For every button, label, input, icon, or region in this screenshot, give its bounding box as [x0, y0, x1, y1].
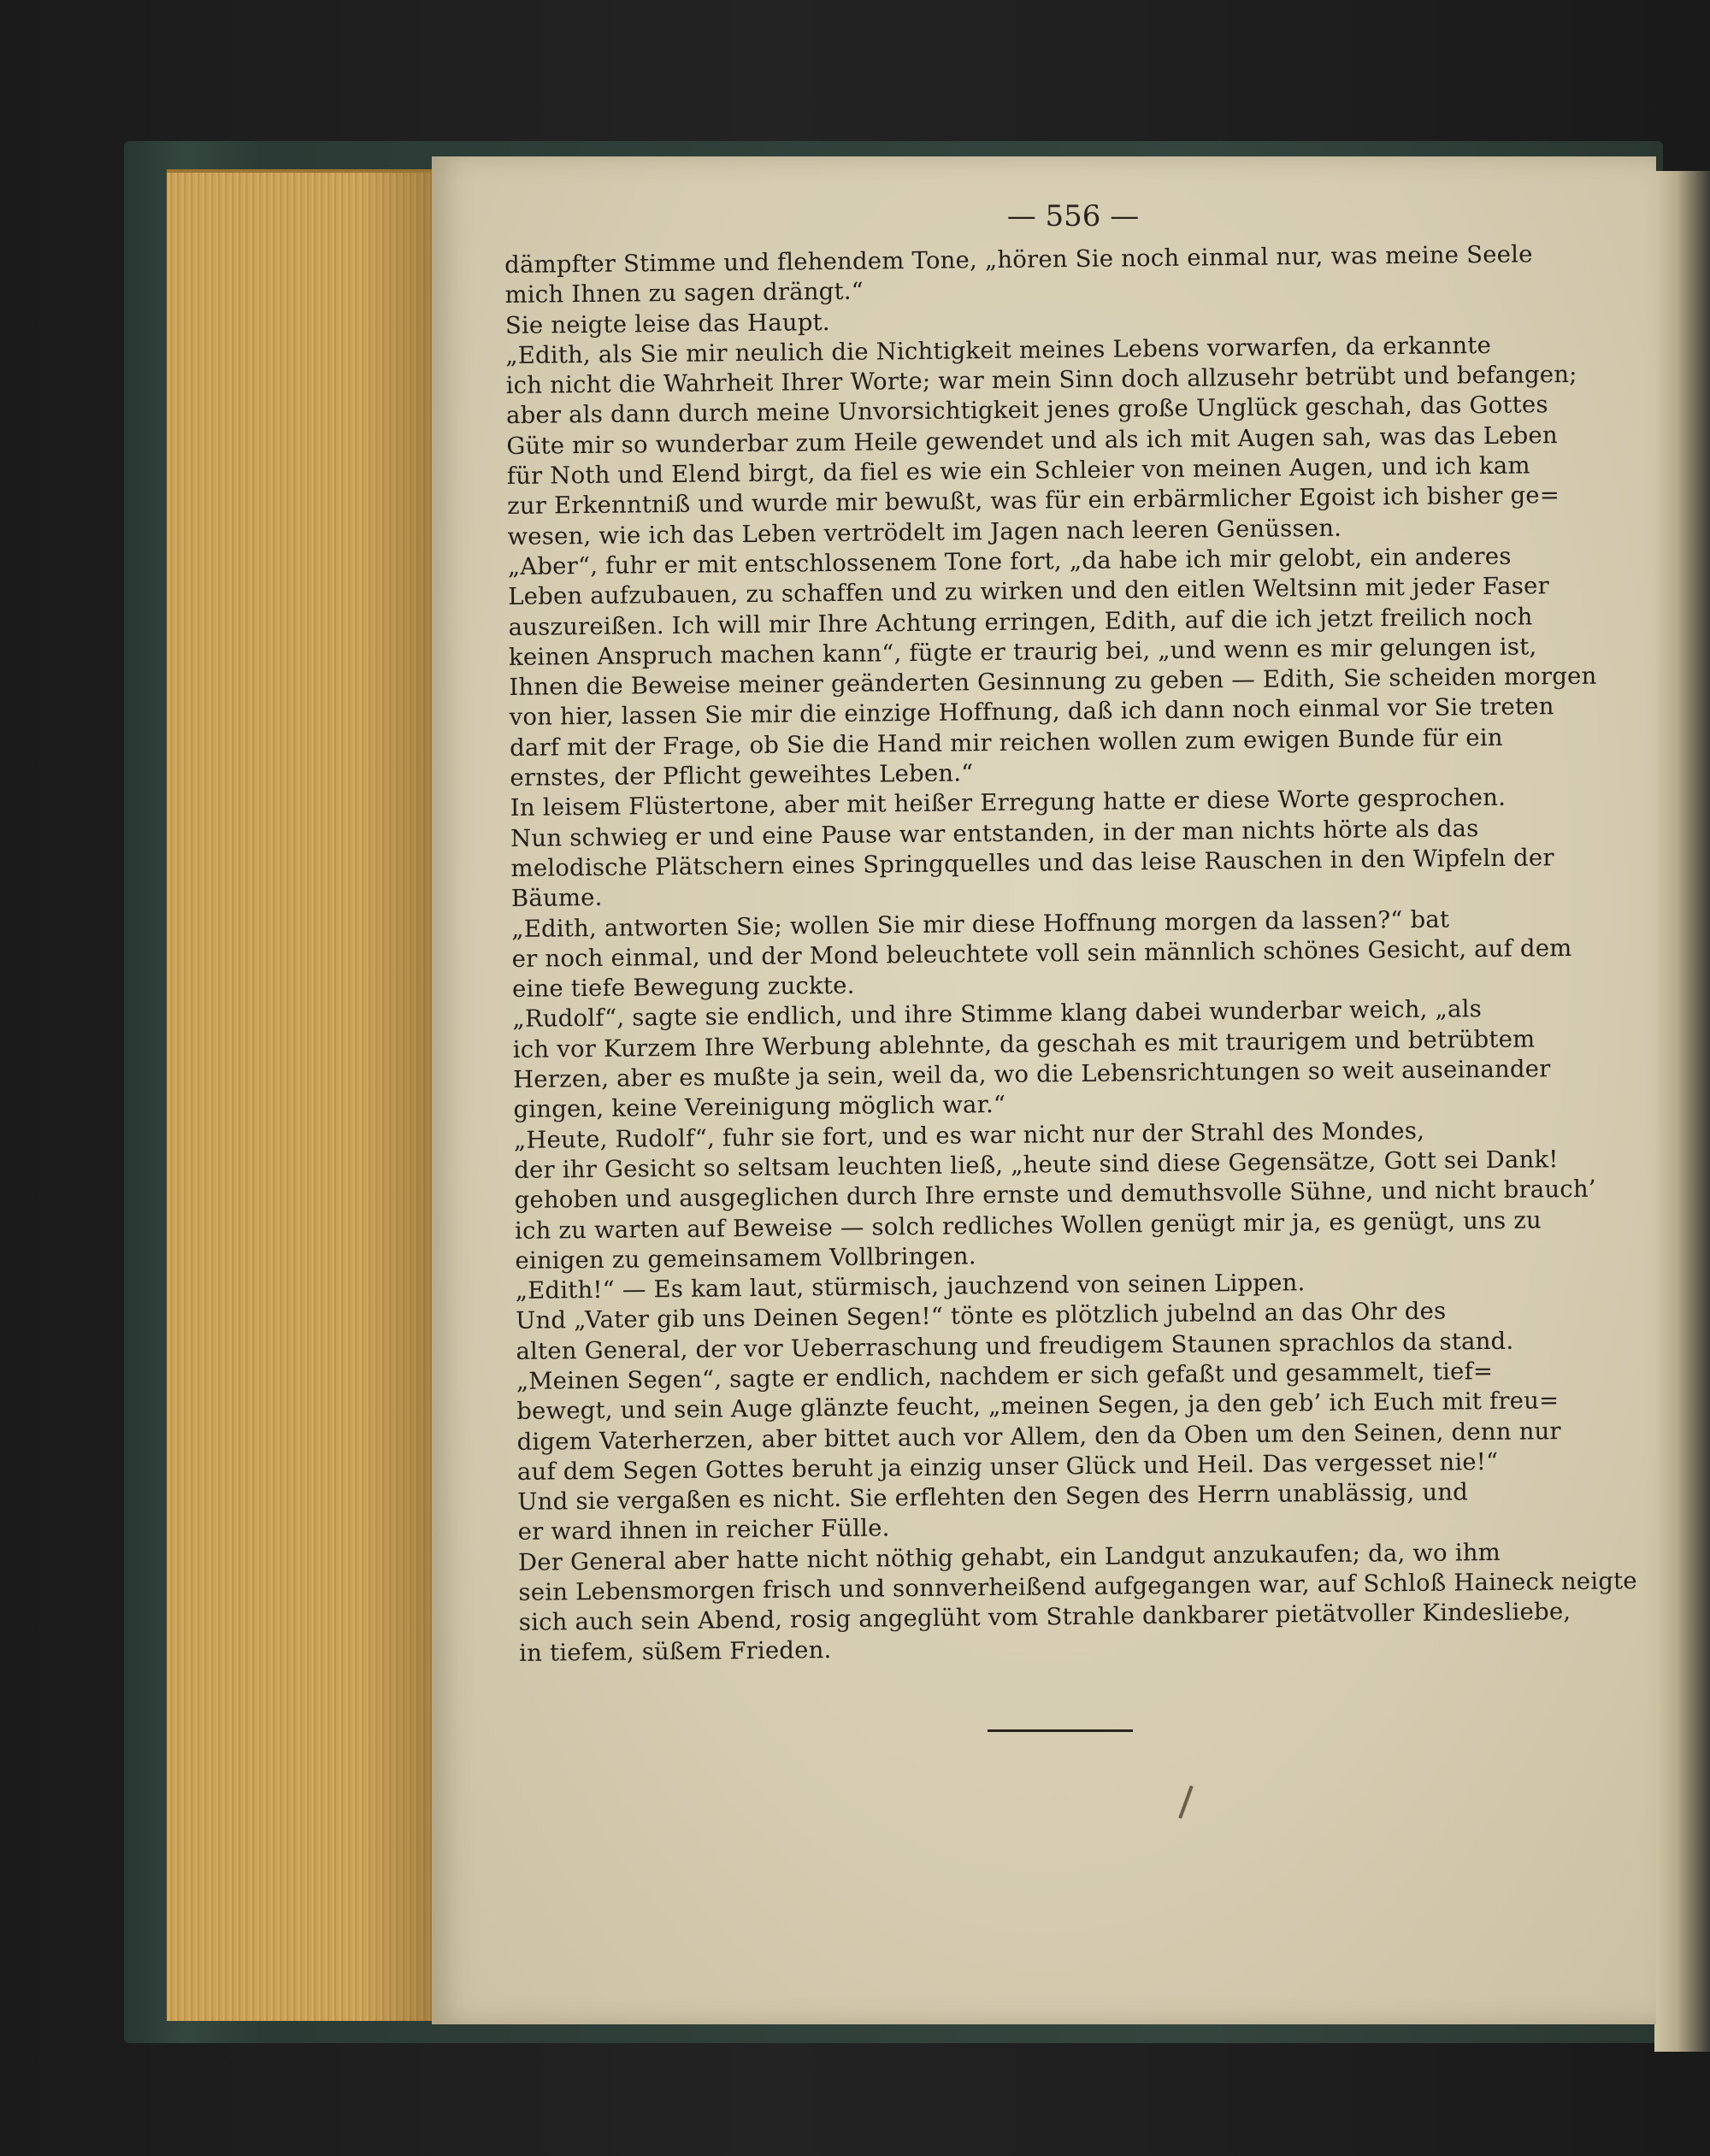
text-line: einigen zu gemeinsamem Vollbringen. — [515, 1242, 976, 1275]
text-line: der ihr Gesicht so seltsam leuchten ließ, „heute sind diese Gegensätze, Gott sei Dank! — [514, 1146, 1559, 1184]
text-line: In leisem Flüstertone, aber mit heißer Erregung hatte er diese Worte gesprochen. — [510, 784, 1507, 822]
text-line: zur Erkenntniß und wurde mir bewußt, was für ein erbärmlicher Egoist ich bisher ge= — [506, 481, 1560, 521]
text-line: „Edith, antworten Sie; wollen Sie mir diese Hoffnung morgen da lassen?“ bat — [511, 905, 1450, 943]
text-line: digem Vaterherzen, aber bittet auch vor Allem, den da Oben um den Seinen, denn nur — [516, 1417, 1561, 1456]
text-line: alten General, der vor Ueberraschung und freudigem Staunen sprachlos da stand. — [516, 1327, 1514, 1365]
text-line: Leben aufzubauen, zu schaffen und zu wirken und den eitlen Weltsinn mit jeder Faser — [508, 572, 1550, 611]
text-line: gehoben und ausgeglichen durch Ihre ernste und demuthsvolle Sühne, und nicht brauch’ — [514, 1175, 1596, 1215]
text-line: Sie neigte leise das Haupt. — [504, 308, 830, 339]
book-page — [432, 156, 1656, 2024]
text-line: mich Ihnen zu sagen drängt.“ — [504, 277, 864, 309]
page-number: — 556 — — [1006, 199, 1140, 233]
text-line: Herzen, aber es mußte ja sein, weil da, wo die Lebensrichtungen so weit auseinander — [512, 1055, 1551, 1093]
text-line: sein Lebensmorgen frisch und sonnverheißend aufgegangen war, auf Schloß Haineck neigte — [518, 1567, 1637, 1606]
text-line: Güte mir so wunderbar zum Heile gewendet und als ich mit Augen sah, was das Leben — [506, 421, 1558, 460]
text-line: in tiefem, süßem Frieden. — [519, 1635, 832, 1667]
text-line: Und „Vater gib uns Deinen Segen!“ tönte es plötzlich jubelnd an das Ohr des — [515, 1297, 1447, 1335]
page-edges — [167, 169, 440, 2021]
text-line: Bäume. — [510, 884, 603, 913]
text-line: keinen Anspruch machen kann“, fügte er traurig bei, „und wenn es mir gelungen ist, — [508, 633, 1537, 671]
end-rule — [988, 1729, 1133, 1732]
text-line: auszureißen. Ich will mir Ihre Achtung erringen, Edith, auf die ich jetzt freilich noch — [508, 602, 1533, 641]
text-line: ich zu warten auf Beweise — solch redliches Wollen genügt mir ja, es genügt, uns zu — [514, 1205, 1542, 1245]
text-line: Nun schwieg er und eine Pause war entstanden, in der man nichts hörte als das — [510, 814, 1479, 852]
text-line: von hier, lassen Sie mir die einzige Hoffnung, daß ich dann noch einmal vor Sie treten — [509, 692, 1554, 732]
text-line: für Noth und Elend birgt, da fiel es wie ein Schleier von meinen Augen, und ich kam — [506, 451, 1530, 491]
page-body — [504, 239, 1637, 1669]
text-line: melodische Plätschern eines Springquelles und das leise Rauschen in den Wipfeln der — [510, 844, 1554, 882]
text-line: ernstes, der Pflicht geweihtes Leben.“ — [510, 759, 974, 792]
text-line: gingen, keine Vereinigung möglich war.“ — [513, 1091, 1006, 1124]
next-page-edge — [1654, 171, 1710, 2052]
text-line: sich auch sein Abend, rosig angeglüht vom Strahle dankbarer pietätvoller Kindesliebe, — [518, 1598, 1571, 1637]
text-line: er ward ihnen in reicher Fülle. — [517, 1514, 890, 1546]
text-line: Ihnen die Beweise meiner geänderten Gesinnung zu geben — Edith, Sie scheiden morgen — [509, 662, 1597, 702]
text-line: ich vor Kurzem Ihre Werbung ablehnte, da geschah es mit traurigem und betrübtem — [512, 1025, 1536, 1063]
text-line: bewegt, und sein Auge glänzte feucht, „meinen Segen, ja den geb’ ich Euch mit freu= — [516, 1387, 1560, 1426]
text-line: „Heute, Rudolf“, fuhr sie fort, und es war nicht nur der Strahl des Mondes, — [513, 1116, 1425, 1154]
text-line: er noch einmal, und der Mond beleuchtete voll sein männlich schönes Gesicht, auf dem — [511, 934, 1572, 973]
text-line: „Edith!“ — Es kam laut, stürmisch, jauchzend von seinen Lippen. — [515, 1269, 1306, 1305]
text-line: Und sie vergaßen es nicht. Sie erflehten den Segen des Herrn unablässig, und — [517, 1478, 1469, 1517]
text-line: ich nicht die Wahrheit Ihrer Worte; war mein Sinn doch allzusehr betrübt und befangen; — [505, 361, 1577, 400]
text-line: „Meinen Segen“, sagte er endlich, nachdem er sich gefaßt und gesammelt, tief= — [516, 1357, 1494, 1395]
text-line: wesen, wie ich das Leben vertrödelt im Jagen nach leeren Genüssen. — [507, 514, 1342, 551]
text-line: eine tiefe Bewegung zuckte. — [511, 971, 855, 1004]
text-line: „Rudolf“, sagte sie endlich, und ihre Stimme klang dabei wunderbar weich, „als — [512, 995, 1483, 1034]
text-line: auf dem Segen Gottes beruht ja einzig unser Glück und Heil. Das vergesset nie!“ — [516, 1447, 1499, 1486]
text-line: Der General aber hatte nicht nöthig gehabt, ein Landgut anzukaufen; da, wo ihm — [517, 1538, 1501, 1576]
text-line: darf mit der Frage, ob Sie die Hand mir reichen wollen zum ewigen Bunde für ein — [509, 723, 1503, 762]
text-line: aber als dann durch meine Unvorsichtigkeit jenes große Unglück geschah, das Gottes — [505, 391, 1548, 430]
text-line: „Edith, als Sie mir neulich die Nichtigkeit meines Lebens vorwarfen, da erkannte — [505, 331, 1492, 369]
pencil-mark — [1178, 1786, 1193, 1819]
text-line: „Aber“, fuhr er mit entschlossenem Tone fort, „da habe ich mir gelobt, ein anderes — [507, 542, 1512, 580]
text-line: dämpfter Stimme und flehendem Tone, „hören Sie noch einmal nur, was meine Seele — [504, 240, 1533, 279]
